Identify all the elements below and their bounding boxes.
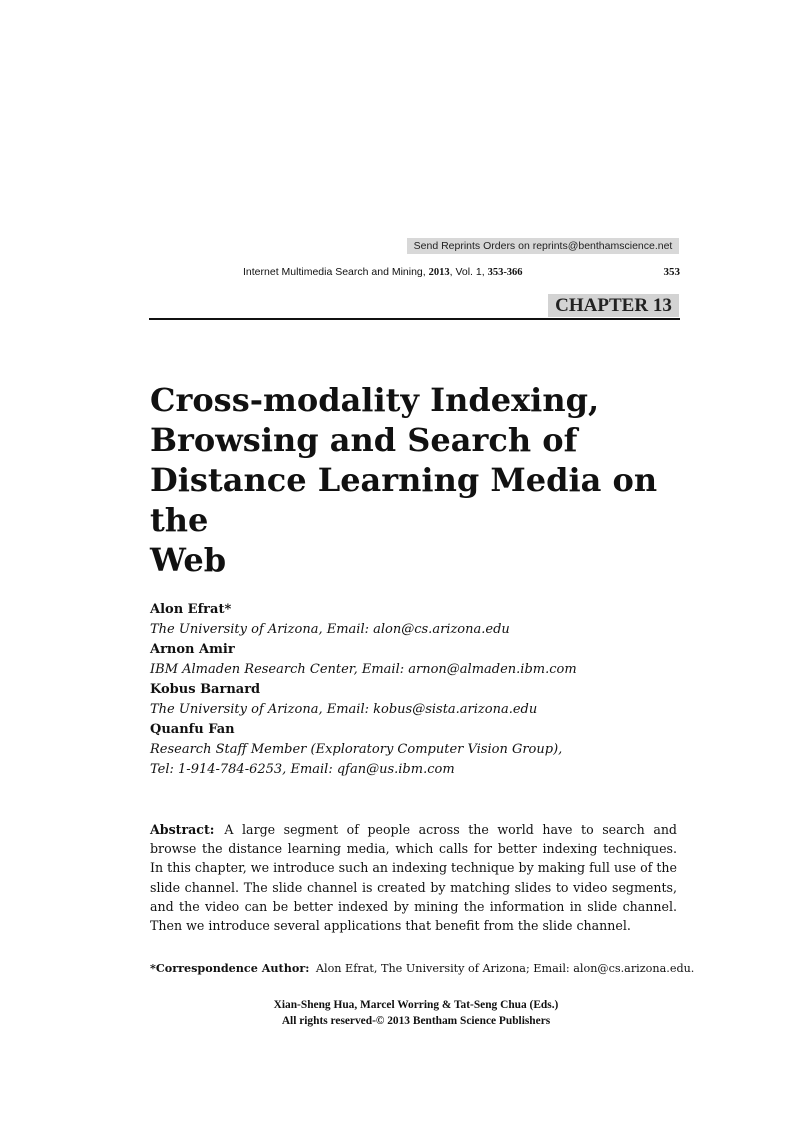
publisher-footer <box>150 997 682 1029</box>
chapter-title <box>150 380 690 580</box>
rights-line: All rights reserved-© 2013 Bentham Science Publishers <box>281 1015 551 1027</box>
author-block <box>150 720 690 780</box>
title-line: Browsing and Search of <box>150 421 578 459</box>
abstract-label: Abstract: <box>150 822 215 837</box>
author-affiliation: Tel: 1-914-784-6253, Email: qfan@us.ibm.com <box>150 762 455 777</box>
abstract <box>150 820 677 935</box>
author-name: Alon Efrat* <box>150 602 232 617</box>
page-number: 353 <box>663 266 680 278</box>
title-line: Cross-modality Indexing, <box>150 381 600 419</box>
title-line: Web <box>150 541 227 579</box>
author-name: Kobus Barnard <box>150 682 261 697</box>
correspondence-label: *Correspondence Author: <box>150 961 310 975</box>
abstract-text: A large segment of people across the world have to search and browse the distance learning media, which calls for better indexing techniques. In this chapter, we introduce such an indexing technique by making full use of the slide channel. The slide channel is created by matching slides to video segments, and the video can be better indexed by mining the information in slide channel. Then we introduce several applications that benefit from the slide channel. <box>150 822 677 934</box>
journal-volume: , Vol. 1, <box>449 266 485 278</box>
correspondence-note <box>150 961 695 975</box>
editors-line: Xian-Sheng Hua, Marcel Worring & Tat-Seng Chua (Eds.) <box>273 999 559 1011</box>
correspondence-text: Alon Efrat, The University of Arizona; Email: alon@cs.arizona.edu. <box>315 962 695 975</box>
header-rule <box>149 318 680 320</box>
journal-name: Internet Multimedia Search and Mining, <box>243 266 426 278</box>
author-affiliation: IBM Almaden Research Center, Email: arnon@almaden.ibm.com <box>150 662 577 677</box>
author-list <box>150 600 690 780</box>
author-affiliation: Research Staff Member (Exploratory Computer Vision Group), <box>150 742 563 757</box>
author-affiliation: The University of Arizona, Email: kobus@sista.arizona.edu <box>150 702 538 717</box>
title-line: Distance Learning Media on the <box>150 461 658 539</box>
author-name: Quanfu Fan <box>150 722 235 737</box>
chapter-label: CHAPTER 13 <box>548 294 679 317</box>
author-name: Arnon Amir <box>150 642 235 657</box>
author-affiliation: The University of Arizona, Email: alon@cs.arizona.edu <box>150 622 510 637</box>
author-block <box>150 680 690 720</box>
running-header <box>243 266 523 278</box>
author-block <box>150 640 690 680</box>
author-block <box>150 600 690 640</box>
journal-year: 2013 <box>428 267 450 278</box>
reprints-notice: Send Reprints Orders on reprints@benthamscience.net <box>407 238 679 254</box>
journal-pages: 353-366 <box>487 267 523 278</box>
